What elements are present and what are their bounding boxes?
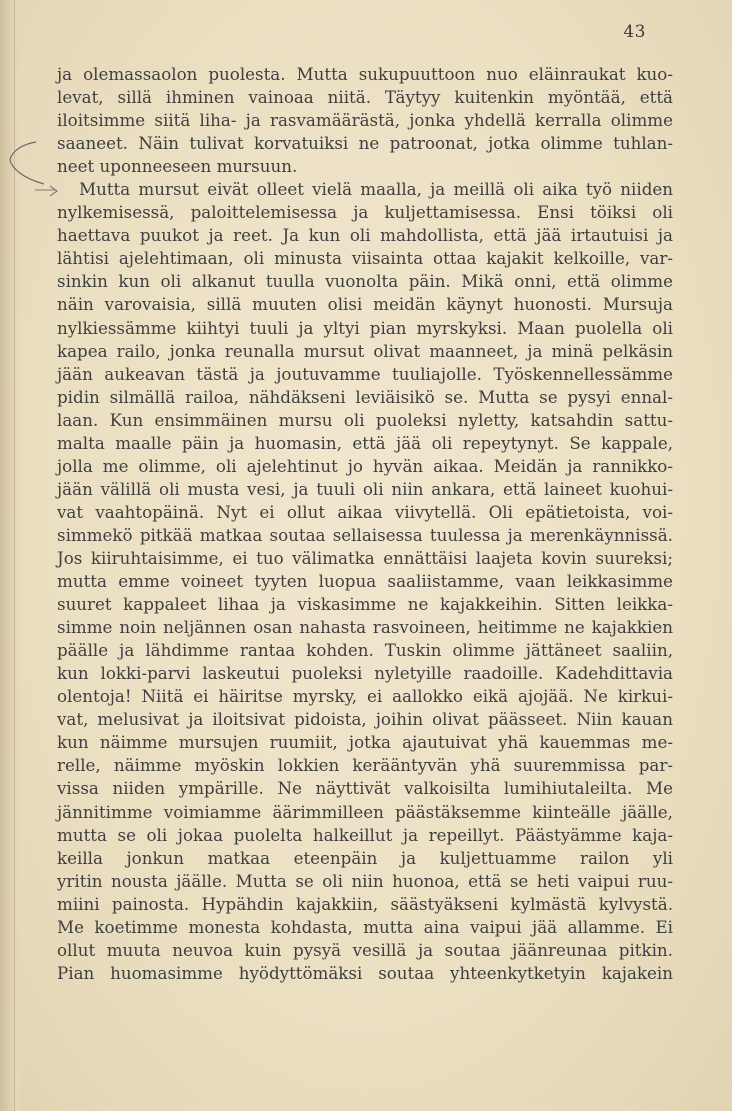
text-line: laan. Kun ensimmäinen mursu oli puoleksi nyletty, katsahdin sattu-	[57, 409, 673, 430]
text-line: kapea railo, jonka reunalla mursut olivat maanneet, ja minä pelkäsin	[57, 340, 673, 361]
text-line: malta maalle päin ja huomasin, että jää oli repeytynyt. Se kappale,	[57, 432, 673, 453]
text-line: jään aukeavan tästä ja joutuvamme tuuliajolle. Työskennellessämme	[57, 363, 673, 384]
text-line: miini painosta. Hypähdin kajakkiin, säästyäkseni kylmästä kylvystä.	[57, 893, 673, 914]
text-line: jään välillä oli musta vesi, ja tuuli oli niin ankara, että laineet kuohui-	[57, 478, 673, 499]
text-line: mutta se oli jokaa puolelta halkeillut ja repeillyt. Päästyämme kaja-	[57, 824, 673, 845]
text-line: päälle ja lähdimme rantaa kohden. Tuskin olimme jättäneet saaliin,	[57, 640, 673, 661]
page-number: 43	[623, 22, 646, 42]
text-line: yritin nousta jäälle. Mutta se oli niin huonoa, että se heti vaipui ruu-	[57, 870, 673, 891]
text-line: Pian huomasimme hyödyttömäksi soutaa yhteenkytketyin kajakein	[57, 962, 673, 983]
text-line: pidin silmällä railoa, nähdäkseni leviäisikö se. Mutta se pysyi ennal-	[57, 386, 673, 407]
text-line: lähtisi ajelehtimaan, oli minusta viisainta ottaa kajakit kelkoille, var-	[57, 248, 673, 269]
text-line: levat, sillä ihminen vainoaa niitä. Täytyy kuitenkin myöntää, että	[57, 87, 673, 108]
text-line: vissa niiden ympärille. Ne näyttivät valkoisilta lumihiutaleilta. Me	[57, 778, 673, 799]
text-line: jännitimme voimiamme äärimmilleen päästäksemme kiinteälle jäälle,	[57, 801, 673, 822]
text-line: neet uponneeseen mursuun.	[57, 156, 298, 177]
text-line: saaneet. Näin tulivat korvatuiksi ne patroonat, jotka olimme tuhlan-	[57, 133, 673, 154]
text-line: Jos kiiruhtaisimme, ei tuo välimatka ennättäisi laajeta kovin suureksi;	[57, 547, 673, 568]
text-line: iloitsimme siitä liha- ja rasvamäärästä, jonka yhdellä kerralla olimme	[57, 110, 673, 131]
body-text	[57, 63, 673, 985]
text-line: nylkemisessä, paloittelemisessa ja kuljettamisessa. Ensi töiksi oli	[57, 202, 673, 223]
pencil-bracket-mark	[4, 138, 56, 190]
text-line: kun näimme mursujen ruumiit, jotka ajautuivat yhä kauemmas me-	[57, 732, 673, 753]
text-line: suuret kappaleet lihaa ja viskasimme ne kajakkeihin. Sitten leikka-	[57, 594, 673, 615]
text-line: jolla me olimme, oli ajelehtinut jo hyvän aikaa. Meidän ja rannikko-	[57, 455, 673, 476]
text-line: simme noin neljännen osan nahasta rasvoineen, heitimme ne kajakkien	[57, 617, 673, 638]
text-line: relle, näimme myöskin lokkien kerääntyvän yhä suuremmissa par-	[57, 755, 673, 776]
text-line: olentoja! Niitä ei häiritse myrsky, ei aallokko eikä ajojää. Ne kirkui-	[57, 686, 673, 707]
text-line: vat vaahtopäinä. Nyt ei ollut aikaa viivytellä. Oli epätietoista, voi-	[57, 501, 673, 522]
text-line: mutta emme voineet tyyten luopua saaliistamme, vaan leikkasimme	[57, 571, 673, 592]
text-line: haettava puukot ja reet. Ja kun oli mahdollista, että jää irtautuisi ja	[57, 225, 673, 246]
text-line: Mutta mursut eivät olleet vielä maalla, ja meillä oli aika työ niiden	[79, 179, 673, 200]
text-line: Me koetimme monesta kohdasta, mutta aina vaipui jää allamme. Ei	[57, 916, 673, 937]
text-line: keilla jonkun matkaa eteenpäin ja kuljettuamme railon yli	[57, 847, 673, 868]
text-line: ja olemassaolon puolesta. Mutta sukupuuttoon nuo eläinraukat kuo-	[57, 64, 673, 84]
text-line: sinkin kun oli alkanut tuulla vuonolta päin. Mikä onni, että olimme	[57, 271, 673, 292]
text-line: ollut muuta neuvoa kuin pysyä vesillä ja soutaa jäänreunaa pitkin.	[57, 939, 673, 960]
text-line: vat, melusivat ja iloitsivat pidoista, joihin olivat päässeet. Niin kauan	[57, 709, 673, 730]
text-line: näin varovaisia, sillä muuten olisi meidän käynyt huonosti. Mursuja	[57, 294, 673, 315]
text-line: kun lokki-parvi laskeutui puoleksi nyletyille raadoille. Kadehdittavia	[57, 663, 673, 684]
text-line: simmekö pitkää matkaa soutaa sellaisessa tuulessa ja merenkäynnissä.	[57, 524, 673, 545]
text-line: nylkiessämme kiihtyi tuuli ja yltyi pian myrskyksi. Maan puolella oli	[57, 317, 673, 338]
